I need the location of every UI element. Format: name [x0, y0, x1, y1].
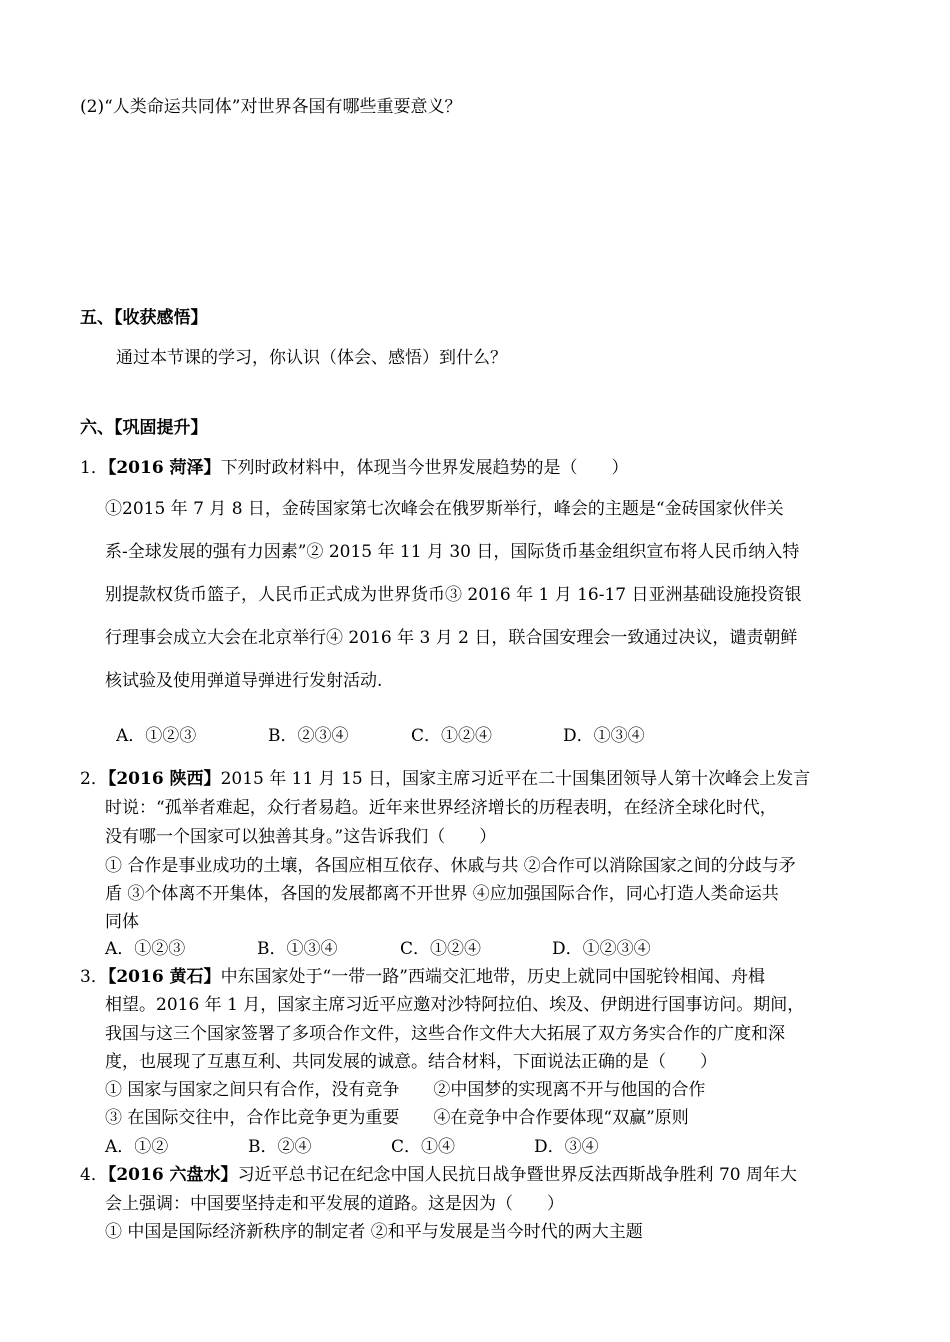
q3-options	[105, 1136, 599, 1158]
section-6-title: 六、【巩固提升】	[80, 418, 208, 438]
q3-header	[80, 966, 765, 988]
q4-source-tag: 【2016 六盘水】	[107, 1165, 238, 1185]
q2-option-b[interactable]: B．①③④	[257, 939, 338, 959]
q1-option-b[interactable]: B．②③④	[268, 726, 349, 746]
q2-option-c[interactable]: C．①②④	[400, 939, 482, 959]
q2-header	[80, 768, 810, 790]
q3-first-line: 中东国家处于“一带一路”西端交汇地带，历史上就同中国驼铃相闻、舟楫	[220, 967, 765, 987]
q3-line: 我国与这三个国家签署了多项合作文件，这些合作文件大大拓展了双方务实合作的广度和深	[105, 1024, 785, 1044]
q2-line: 同体	[105, 912, 139, 932]
q2-options	[105, 938, 651, 960]
q3-line: 相望。2016 年 1 月，国家主席习近平应邀对沙特阿拉伯、埃及、伊朗进行国事访问。期间，	[105, 995, 805, 1015]
q1-option-c[interactable]: C．①②④	[411, 726, 493, 746]
q1-material-line: 别提款权货币篮子，人民币正式成为世界货币③ 2016 年 1 月 16-17 日亚洲基础设施投资银	[105, 585, 802, 605]
q2-line: 盾 ③个体离不开集体，各国的发展都离不开世界 ④应加强国际合作，同心打造人类命运共	[105, 884, 779, 904]
q3-line: ③ 在国际交往中，合作比竞争更为重要 ④在竞争中合作要体现“双赢”原则	[105, 1108, 689, 1128]
q1-options	[116, 725, 645, 747]
q3-source-tag: 【2016 黄石】	[107, 967, 221, 987]
q2-source-tag: 【2016 陕西】	[107, 769, 221, 789]
section-5-prompt: 通过本节课的学习，你认识（体会、感悟）到什么？	[116, 348, 507, 368]
q4-header	[80, 1164, 797, 1186]
q3-option-c[interactable]: C．①④	[391, 1137, 456, 1157]
question-part-2: (2)“人类命运共同体”对世界各国有哪些重要意义？	[80, 97, 462, 117]
q2-line: 没有哪一个国家可以独善其身。”这告诉我们（ ）	[105, 827, 497, 847]
q2-line: ① 合作是事业成功的土壤，各国应相互依存、休戚与共 ②合作可以消除国家之间的分歧与矛	[105, 856, 796, 876]
q1-option-a[interactable]: A．①②③	[116, 726, 197, 746]
q3-option-b[interactable]: B．②④	[248, 1137, 312, 1157]
q4-line: ① 中国是国际经济新秩序的制定者 ②和平与发展是当今时代的两大主题	[105, 1222, 643, 1242]
q1-header	[80, 457, 629, 479]
q4-line: 会上强调：中国要坚持走和平发展的道路。这是因为（ ）	[105, 1194, 564, 1214]
q1-option-d[interactable]: D．①③④	[563, 726, 645, 746]
q1-material-line: 系-全球发展的强有力因素”② 2015 年 11 月 30 日，国际货币基金组织宣布将人民币纳入特	[105, 542, 800, 562]
q3-option-d[interactable]: D．③④	[534, 1137, 599, 1157]
q1-stem: 下列时政材料中，体现当今世界发展趋势的是（ ）	[220, 458, 629, 478]
q3-number: 3．	[80, 967, 108, 987]
q1-material-line: ①2015 年 7 月 8 日，金砖国家第七次峰会在俄罗斯举行，峰会的主题是“金砖国家伙伴关	[105, 499, 784, 519]
section-5-title: 五、【收获感悟】	[80, 308, 208, 328]
q2-option-a[interactable]: A．①②③	[105, 939, 186, 959]
q3-option-a[interactable]: A．①②	[105, 1137, 169, 1157]
q1-material-line: 行理事会成立大会在北京举行④ 2016 年 3 月 2 日，联合国安理会一致通过决议，谴责朝鲜	[105, 628, 798, 648]
q2-line: 时说：“孤举者难起，众行者易趋。近年来世界经济增长的历程表明，在经济全球化时代，	[105, 798, 777, 818]
q4-first-line: 习近平总书记在纪念中国人民抗日战争暨世界反法西斯战争胜利 70 周年大	[237, 1165, 798, 1185]
q3-line: ① 国家与国家之间只有合作，没有竞争 ②中国梦的实现离不开与他国的合作	[105, 1080, 706, 1100]
q2-first-line: 2015 年 11 月 15 日，国家主席习近平在二十国集团领导人第十次峰会上发言	[220, 769, 811, 789]
q4-number: 4．	[80, 1165, 108, 1185]
q1-source-tag: 【2016 菏泽】	[107, 458, 221, 478]
q1-material-line: 核试验及使用弹道导弹进行发射活动.	[105, 671, 383, 691]
q3-line: 度，也展现了互惠互利、共同发展的诚意。结合材料，下面说法正确的是（ ）	[105, 1052, 717, 1072]
q2-option-d[interactable]: D．①②③④	[552, 939, 651, 959]
q1-number: 1．	[80, 458, 108, 478]
q2-number: 2．	[80, 769, 108, 789]
